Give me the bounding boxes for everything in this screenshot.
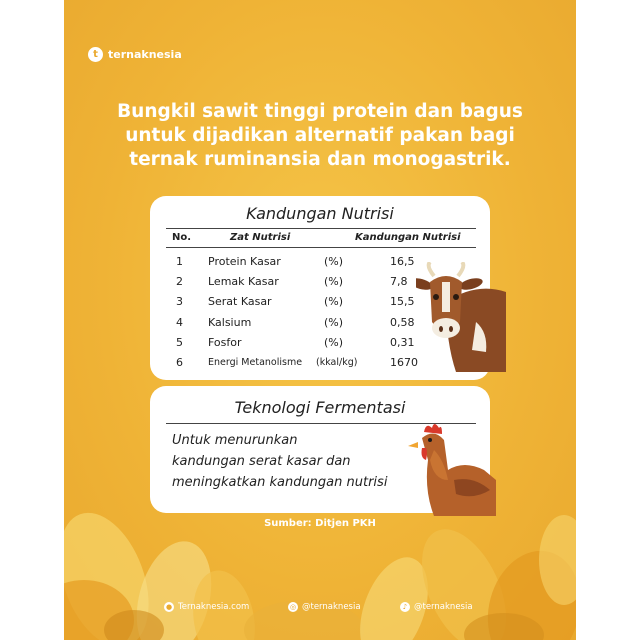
row-value: 0,31 xyxy=(390,336,415,349)
row-unit: (%) xyxy=(324,336,344,349)
description-line: Untuk menurunkan xyxy=(172,433,298,448)
footer-instagram[interactable] xyxy=(288,602,361,612)
divider xyxy=(166,228,476,229)
fermentation-description xyxy=(172,430,407,493)
row-value: 1670 xyxy=(390,356,418,369)
poster xyxy=(64,0,576,640)
header-kandungan-nutrisi: Kandungan Nutrisi xyxy=(355,232,461,243)
ternaknesia-logo-icon: t xyxy=(88,47,103,62)
hen-illustration xyxy=(404,420,496,516)
footer xyxy=(64,602,576,616)
row-value: 7,8 xyxy=(390,275,408,288)
table-header xyxy=(150,232,490,247)
description-line: meningkatkan kandungan nutrisi xyxy=(172,475,388,490)
row-no: 2 xyxy=(176,275,183,288)
brand-logo xyxy=(88,45,182,63)
row-unit: (%) xyxy=(324,295,344,308)
header-zat-nutrisi: Zat Nutrisi xyxy=(230,232,291,243)
row-value: 0,58 xyxy=(390,316,415,329)
footer-tiktok[interactable] xyxy=(400,602,473,612)
row-no: 3 xyxy=(176,295,183,308)
row-value: 15,5 xyxy=(390,295,415,308)
row-name: Protein Kasar xyxy=(208,255,281,268)
headline-line: untuk dijadikan alternatif pakan bagi xyxy=(125,125,515,146)
headline xyxy=(84,100,556,172)
cow-illustration xyxy=(416,262,506,372)
instagram-icon: ◎ xyxy=(289,603,297,611)
headline-line: ternak ruminansia dan monogastrik. xyxy=(129,149,511,170)
footer-instagram-text: @ternaknesia xyxy=(302,602,361,612)
row-name: Fosfor xyxy=(208,336,242,349)
divider xyxy=(166,247,476,248)
row-name: Kalsium xyxy=(208,316,252,329)
row-name: Energi Metanolisme xyxy=(208,357,303,368)
globe-icon: ● xyxy=(165,603,173,611)
row-unit: (kkal/kg) xyxy=(316,357,358,368)
row-no: 1 xyxy=(176,255,183,268)
row-name: Lemak Kasar xyxy=(208,275,279,288)
source-credit: Sumber: Ditjen PKH xyxy=(264,518,376,529)
row-no: 5 xyxy=(176,336,183,349)
row-unit: (%) xyxy=(324,255,344,268)
nutrition-card-title: Kandungan Nutrisi xyxy=(246,204,394,223)
row-value: 16,5 xyxy=(390,255,415,268)
row-no: 4 xyxy=(176,316,183,329)
header-no: No. xyxy=(172,232,192,243)
headline-line: Bungkil sawit tinggi protein dan bagus xyxy=(117,101,523,122)
footer-tiktok-text: @ternaknesia xyxy=(414,602,473,612)
tiktok-icon: ♪ xyxy=(400,602,410,612)
row-name: Serat Kasar xyxy=(208,295,272,308)
fermentation-card-title: Teknologi Fermentasi xyxy=(234,398,406,417)
footer-website-text: Ternaknesia.com xyxy=(178,602,250,612)
row-no: 6 xyxy=(176,356,183,369)
brand-name: ternaknesia xyxy=(108,47,182,61)
footer-website[interactable] xyxy=(164,602,249,612)
row-unit: (%) xyxy=(324,316,344,329)
row-unit: (%) xyxy=(324,275,344,288)
description-line: kandungan serat kasar dan xyxy=(172,454,351,469)
